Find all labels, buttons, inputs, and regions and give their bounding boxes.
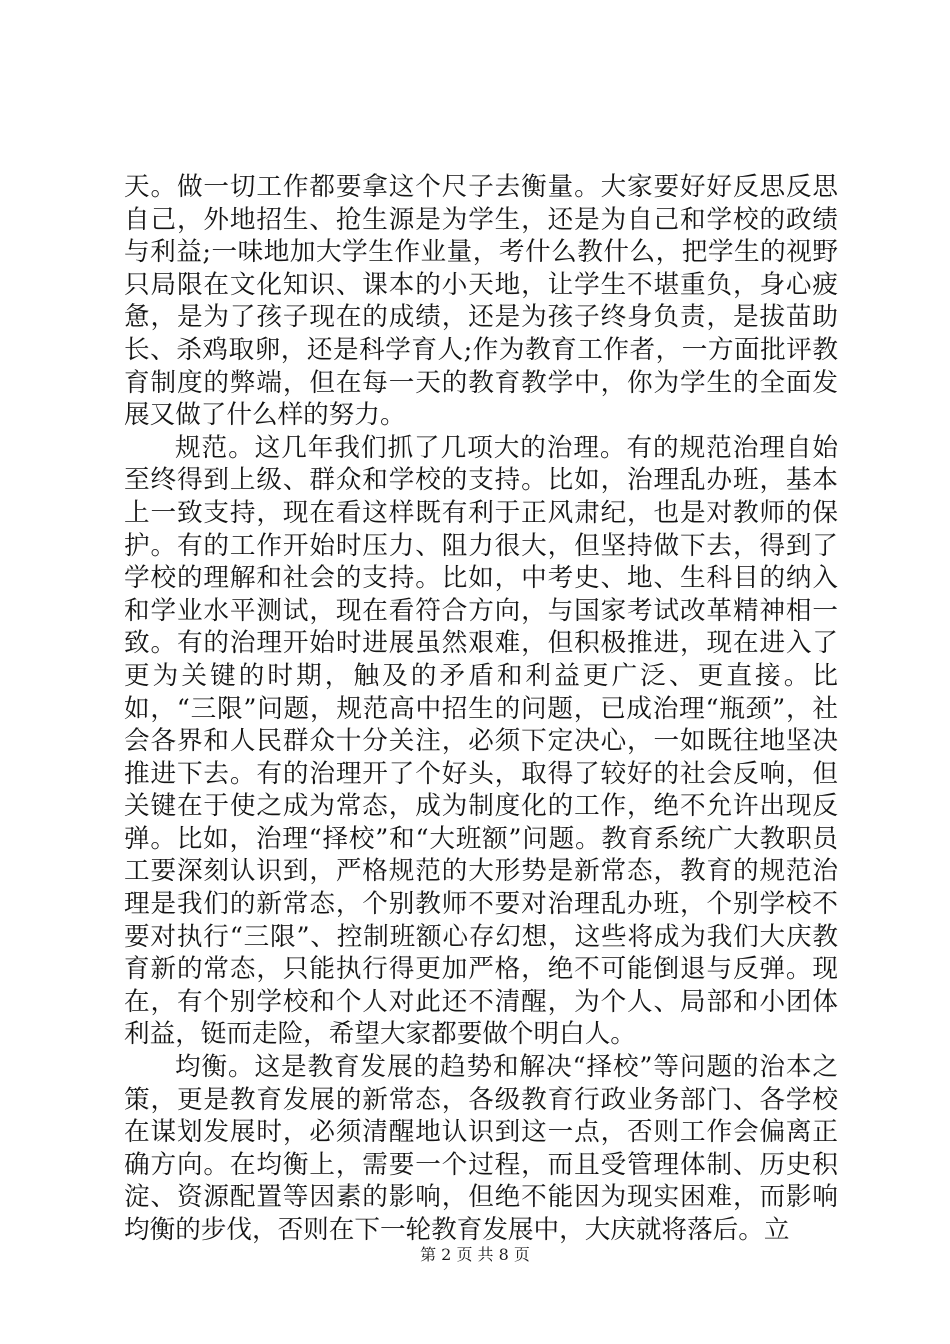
page-footer (0, 1244, 950, 1266)
document-body (124, 171, 838, 1247)
page-number-label: 第 2 页 共 8 页 (420, 1245, 530, 1264)
paragraph-1: 天。做一切工作都要拿这个尺子去衡量。大家要好好反思反思自己，外地招生、抢生源是为学生，还是为自己和学校的政绩与利益;一味地加大学生作业量，考什么教什么，把学生的视野只局限在文化知识、课本的小天地，让学生不堪重负，身心疲惫，是为了孩子现在的成绩，还是为孩子终身负责，是拔苗助长、杀鸡取卵，还是科学育人;作为教育工作者，一方面批评教育制度的弊端，但在每一天的教育教学中，你为学生的全面发展又做了什么样的努力。 (124, 172, 838, 431)
paragraph-3: 均衡。这是教育发展的趋势和解决“择校”等问题的治本之策，更是教育发展的新常态，各级教育行政业务部门、各学校在谋划发展时，必须清醒地认识到这一点，否则工作会偏离正确方向。在均衡上，需要一个过程，而且受管理体制、历史积淀、资源配置等因素的影响，但绝不能因为现实困难，而影响均衡的步伐，否则在下一轮教育发展中，大庆就将落后。立 (124, 1052, 838, 1245)
paragraph-2: 规范。这几年我们抓了几项大的治理。有的规范治理自始至终得到上级、群众和学校的支持。比如，治理乱办班，基本上一致支持，现在看这样既有利于正风肃纪，也是对教师的保护。有的工作开始时压力、阻力很大，但坚持做下去，得到了学校的理解和社会的支持。比如，中考史、地、生科目的纳入和学业水平测试，现在看符合方向，与国家考试改革精神相一致。有的治理开始时进展虽然艰难，但积极推进，现在进入了更为关键的时期，触及的矛盾和利益更广泛、更直接。比如，“三限”问题，规范高中招生的问题，已成治理“瓶颈”，社会各界和人民群众十分关注，必须下定决心，一如既往地坚决推进下去。有的治理开了个好头，取得了较好的社会反响，但关键在于使之成为常态，成为制度化的工作，绝不允许出现反弹。比如，治理“择校”和“大班额”问题。教育系统广大教职员工要深刻认识到，严格规范的大形势是新常态，教育的规范治理是我们的新常态，个别教师不要对治理乱办班，个别学校不要对执行“三限”、控制班额心存幻想，这些将成为我们大庆教育新的常态，只能执行得更加严格，绝不可能倒退与反弹。现在，有个别学校和个人对此还不清醒，为个人、局部和小团体利益，铤而走险，希望大家都要做个明白人。 (124, 432, 838, 1050)
